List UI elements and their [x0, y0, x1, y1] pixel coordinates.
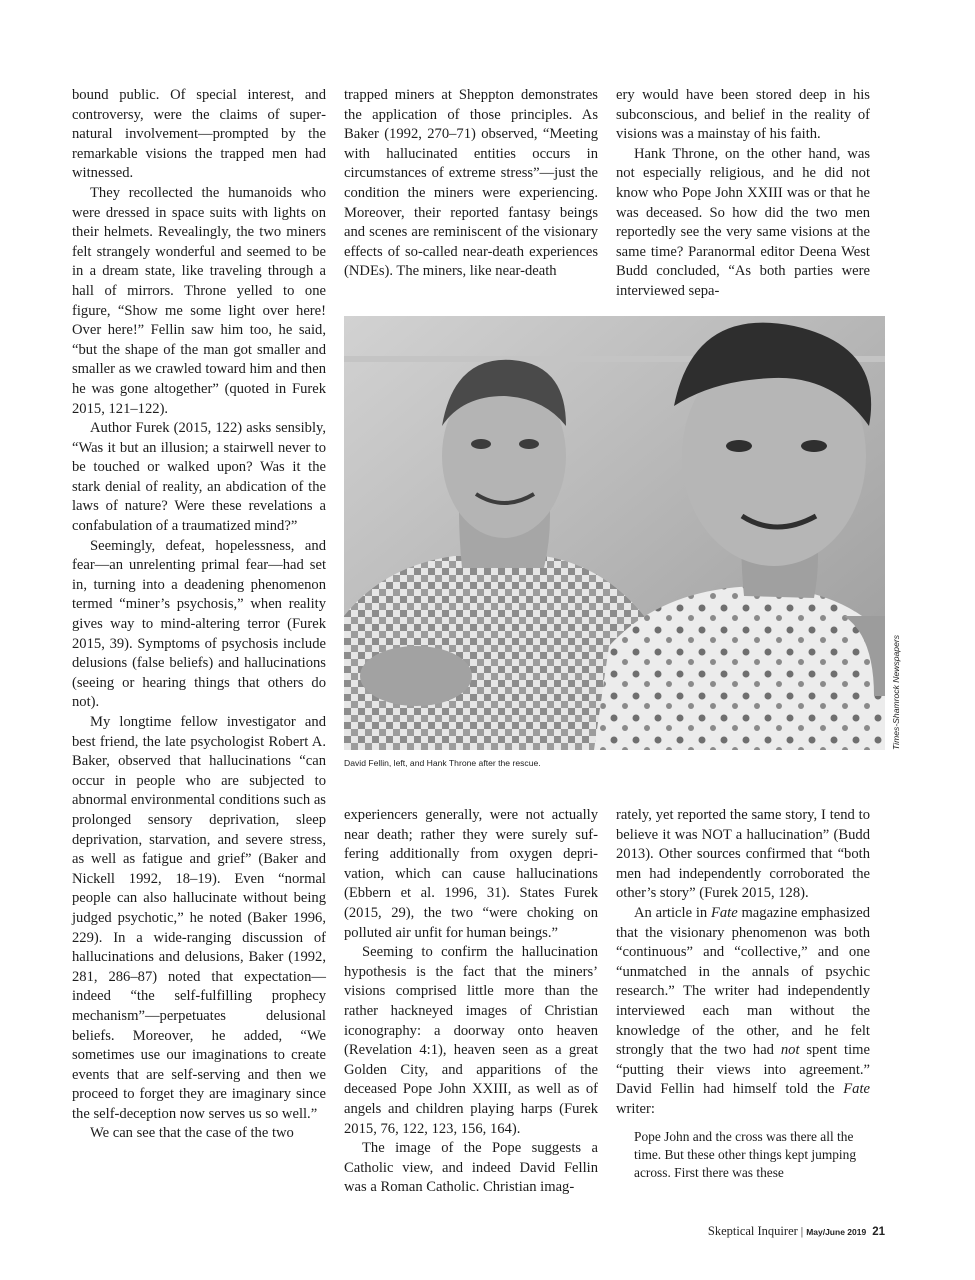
paragraph: rately, yet reported the same story, I tend to believe it was NOT a hallucination” (Budd 2013). Other sources confirmed that “both men had independently corroborated the other’s story” (Furek 2015, 128).: [616, 807, 870, 902]
paragraph: Author Furek (2015, 122) asks sensibly, “Was it but an illusion; a stairwell never to be touched or walked upon? Was it the stark denial of reality, an abdication of the laws of nature? Were these revelations a confabulation of a traumatized mind?”: [72, 420, 326, 535]
column-3-top: [616, 86, 870, 302]
paragraph: experiencers generally, were not actually near death; rather they were surely suffering additionally from oxygen deprivation, which can cause hallucinations (Ebbern et al. 1996, 31). States Furek (2015, 29), the two “were choking on polluted air unfit for human beings.”: [344, 807, 598, 941]
column-2-top: [344, 86, 598, 282]
paragraph: trapped miners at Sheppton demonstrates the application of those principles. As Baker (1992, 270–71) observed, “Meeting with hallucinated entities occurs in circumstances of extreme stress”—just the condition the miners were experiencing. Moreover, their reported fantasy beings and scenes are reminiscent of the visionary effects of so-called near-death experiences (NDEs). The miners, like near-death: [344, 87, 598, 280]
footer-separator: |: [800, 1224, 804, 1238]
quote-text: Pope John and the cross was there all the time. But these other things kept jumping across. First there was these: [634, 1128, 857, 1180]
paragraph: Hank Throne, on the other hand, was not especially religious, and he did not know who Pope John XXIII was or that he was deceased. So how did the two men reportedly see the very same visions at the same time? Paranormal editor Deena West Budd concluded, “As both parties were interviewed sepa-: [616, 145, 870, 299]
publication-name: Skeptical Inquirer: [707, 1224, 798, 1238]
emphasis: not: [780, 1042, 800, 1059]
issue-date: May/June 2019: [806, 1227, 867, 1237]
page-number: 21: [872, 1226, 885, 1238]
paragraph: They recollected the humanoids who were dressed in space suits with lights on their helmets. Revealingly, the two miners felt strangely wonderful and seemed to be in a dream state, like traveling through a hall of mirrors. Throne yelled to one figure, “Show me some light over here! Over here!” Fellin saw him too, he said, “but the shape of the man got smaller and smaller as we crawled toward him and then he was gone altogether” (quoted in Furek 2015, 121–122).: [72, 184, 326, 417]
paragraph: My longtime fellow investigator and best friend, the late psychologist Robert A. Baker, observed that hallucinations “can occur in people who are subjected to abnormal environmental conditions such as prolonged sensory deprivation, sleep deprivation, starvation, and severe stress, as well as fatigue and grief” (Baker and Nickell 1992, 18–19). Even “normal people can also hallucinate without being judged psychotic,” he noted (Baker 1996, 229). In a wide-ranging discussion of hallucinations and delusions, Baker (1992, 281, 286–87) noted that expectation—indeed “the self-fulfilling prophecy mechanism”—perpetuates delusional beliefs. Moreover, he added, “We sometimes use our imaginations to create events that are self-serving and then we proceed to forget they are imaginary since the self-deception now serves us so well.”: [72, 714, 326, 1122]
paragraph: [616, 904, 870, 1120]
paragraph: ery would have been stored deep in his subconscious, and belief in the reality of visions was a mainstay of his faith.: [616, 87, 870, 143]
paragraph: Seeming to confirm the hallucination hypothesis is the fact that the miners’ visions comprised little more than the rather hackneyed images of Christian iconography: a doorway onto heaven (Revelation 4:1), heaven seen as a great Golden City, and apparitions of the deceased Pope John XXIII, as well as of angels and children playing harps (Furek 2015, 76, 122, 123, 156, 164).: [344, 944, 598, 1137]
page-footer: [708, 1224, 885, 1239]
paragraph: We can see that the case of the two: [90, 1125, 294, 1142]
text-run: spent time “putting their views into agreement.” David Fellin had himself told the: [616, 1042, 870, 1098]
photo-caption: David Fellin, left, and Hank Throne after the rescue.: [344, 758, 541, 768]
photo-credit: [888, 316, 904, 750]
block-quote: [634, 1128, 870, 1182]
magazine-title: Fate: [710, 904, 738, 921]
photo-image: [344, 316, 885, 750]
paragraph: The image of the Pope suggests a Catholic view, and indeed David Fellin was a Roman Catholic. Christian imag-: [344, 1140, 598, 1196]
photo-credit-text: Times-Shamrock Newspapers: [891, 634, 901, 750]
text-run: An article in: [634, 904, 711, 921]
text-run: writer:: [616, 1100, 655, 1117]
photo-fellin-throne: [344, 316, 885, 750]
magazine-title: Fate: [843, 1081, 870, 1098]
paragraph: Seemingly, defeat, hopelessness, and fear—an unrelenting primal fear—had set in, turning into a deadening phenomenon termed “miner’s psychosis,” when reality gives way to mind-altering terror (Furek 2015, 39). Symptoms of psychosis include delusions (false beliefs) and hallucinations (seeing or hearing things that others do not).: [72, 537, 326, 711]
column-3-bottom: [616, 806, 870, 1182]
column-1: [72, 86, 326, 1144]
column-2-bottom: [344, 806, 598, 1198]
text-run: magazine emphasized that the visionary phenomenon was both “continuous” and “collective,” and one “unmatched in the annals of psychic research.” The writer had independently interviewed each man without the knowledge of the other, and he felt strongly that the two had: [616, 904, 871, 1059]
paragraph: bound public. Of special interest, and controversy, were the claims of supernatural involvement—prompted by the remarkable visions the trapped men had witnessed.: [72, 87, 326, 182]
